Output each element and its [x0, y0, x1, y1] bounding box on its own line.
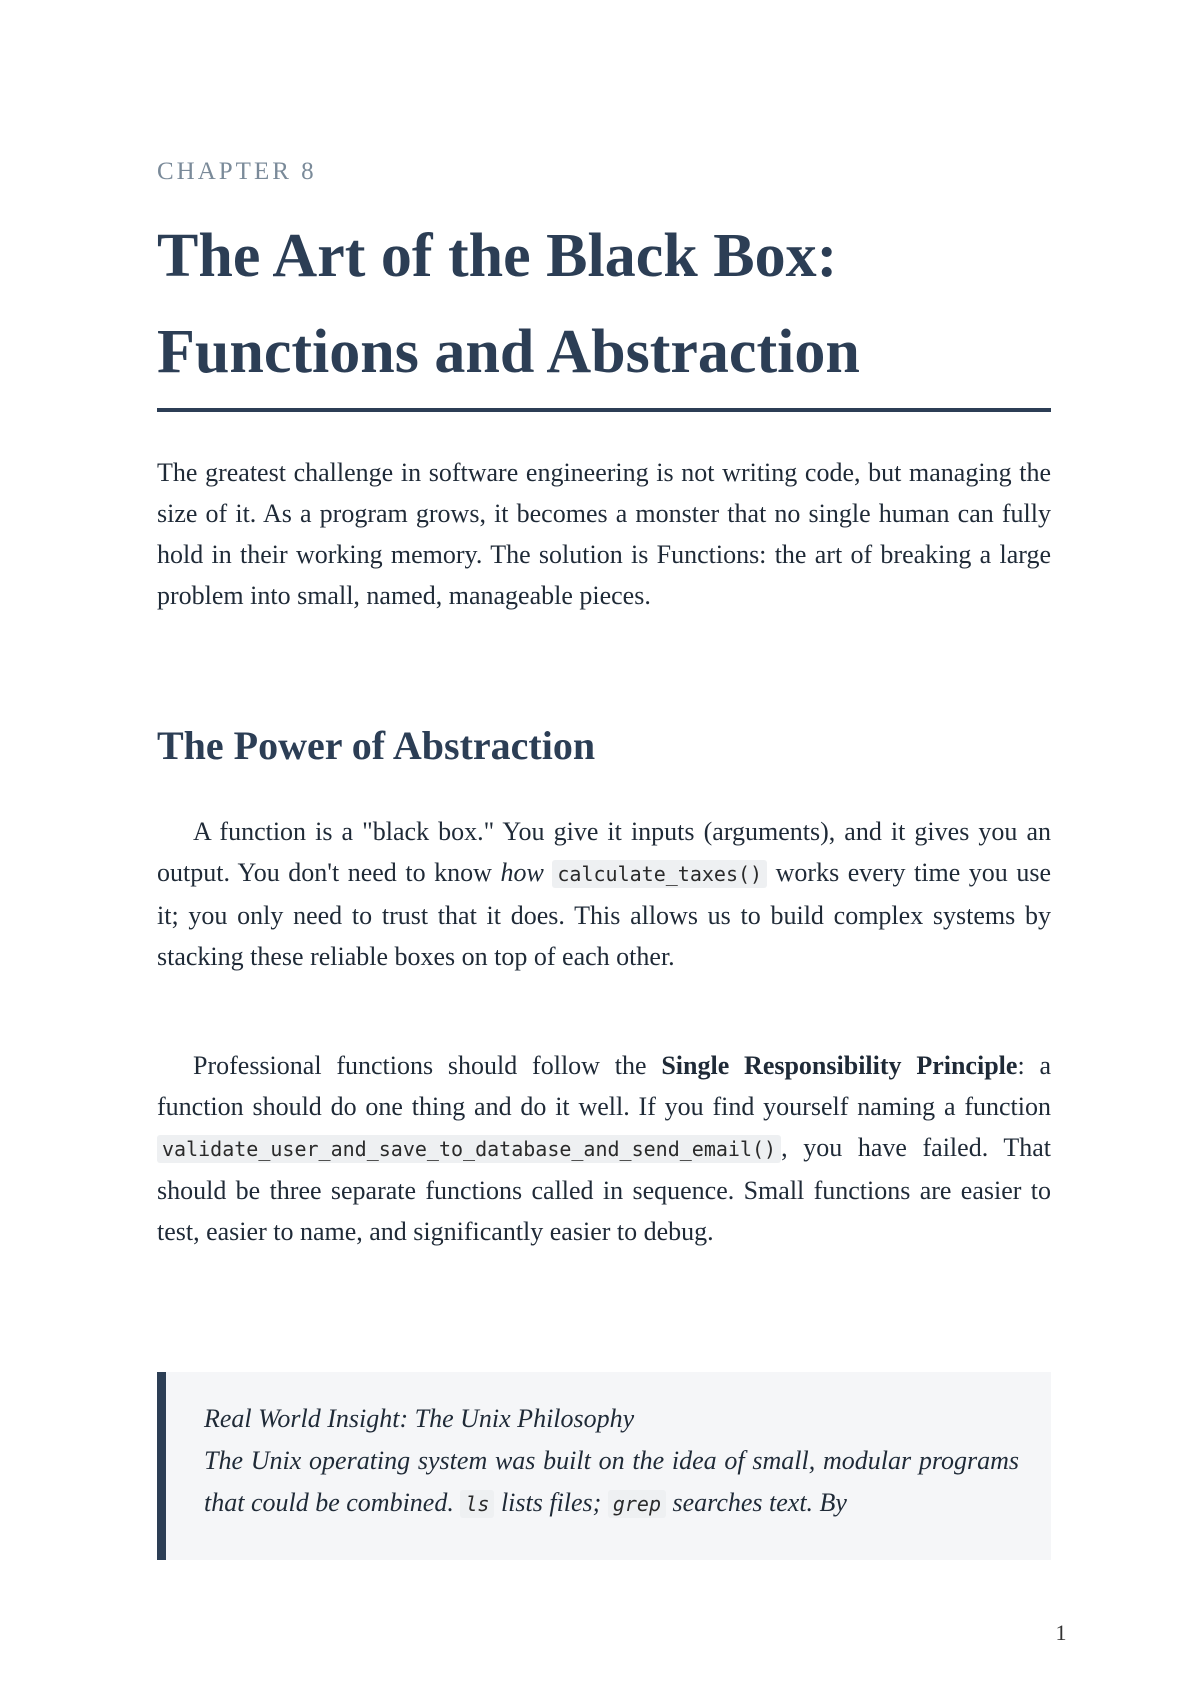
paragraph-text: works every time you use it; you only need to trust that it does. This allows us to build complex systems by stacking these reliable boxes on top of each other.	[157, 858, 1051, 971]
inline-code: calculate_taxes()	[552, 860, 767, 888]
inline-code: grep	[608, 1490, 666, 1518]
callout-text: lists files;	[494, 1488, 608, 1517]
emphasis-text: how	[500, 858, 544, 887]
chapter-label: CHAPTER 8	[157, 158, 317, 185]
title-divider	[157, 408, 1051, 412]
intro-paragraph: The greatest challenge in software engineering is not writing code, but managing the size of it. As a program grows, it becomes a monster that no single human can fully hold in their working memory. The solution is Functions: the art of breaking a large problem into small, named, manageable pieces.	[157, 458, 1051, 610]
body-paragraph-black-box	[157, 811, 1051, 977]
page-number: 1	[1055, 1620, 1067, 1645]
callout-text: searches text. By	[666, 1488, 847, 1517]
callout-title: Real World Insight: The Unix Philosophy	[204, 1404, 635, 1433]
callout-text: The Unix operating system was built on the idea of small, modular programs that could be combined.	[204, 1446, 1019, 1517]
inline-code: validate_user_and_save_to_database_and_send_email()	[157, 1135, 781, 1163]
chapter-title: The Art of the Black Box: Functions and Abstraction	[157, 222, 860, 386]
paragraph-text: , you have failed. That should be three separate functions called in sequence. Small functions are easier to test, easier to name, and significantly easier to debug.	[157, 1133, 1051, 1246]
section-heading: The Power of Abstraction	[157, 723, 596, 768]
body-paragraph-single-responsibility	[157, 1045, 1051, 1252]
strong-text: Single Responsibility Principle	[661, 1051, 1018, 1080]
insight-callout	[157, 1372, 1051, 1560]
callout-body	[204, 1440, 1019, 1525]
paragraph-text: Professional functions should follow the	[193, 1051, 662, 1080]
paragraph-text: A function is a "black box." You give it inputs (arguments), and it gives you an output. You don't need to know	[157, 817, 1051, 887]
inline-code: ls	[460, 1490, 494, 1518]
paragraph-text: : a function should do one thing and do it well. If you find yourself naming a function	[157, 1051, 1052, 1121]
